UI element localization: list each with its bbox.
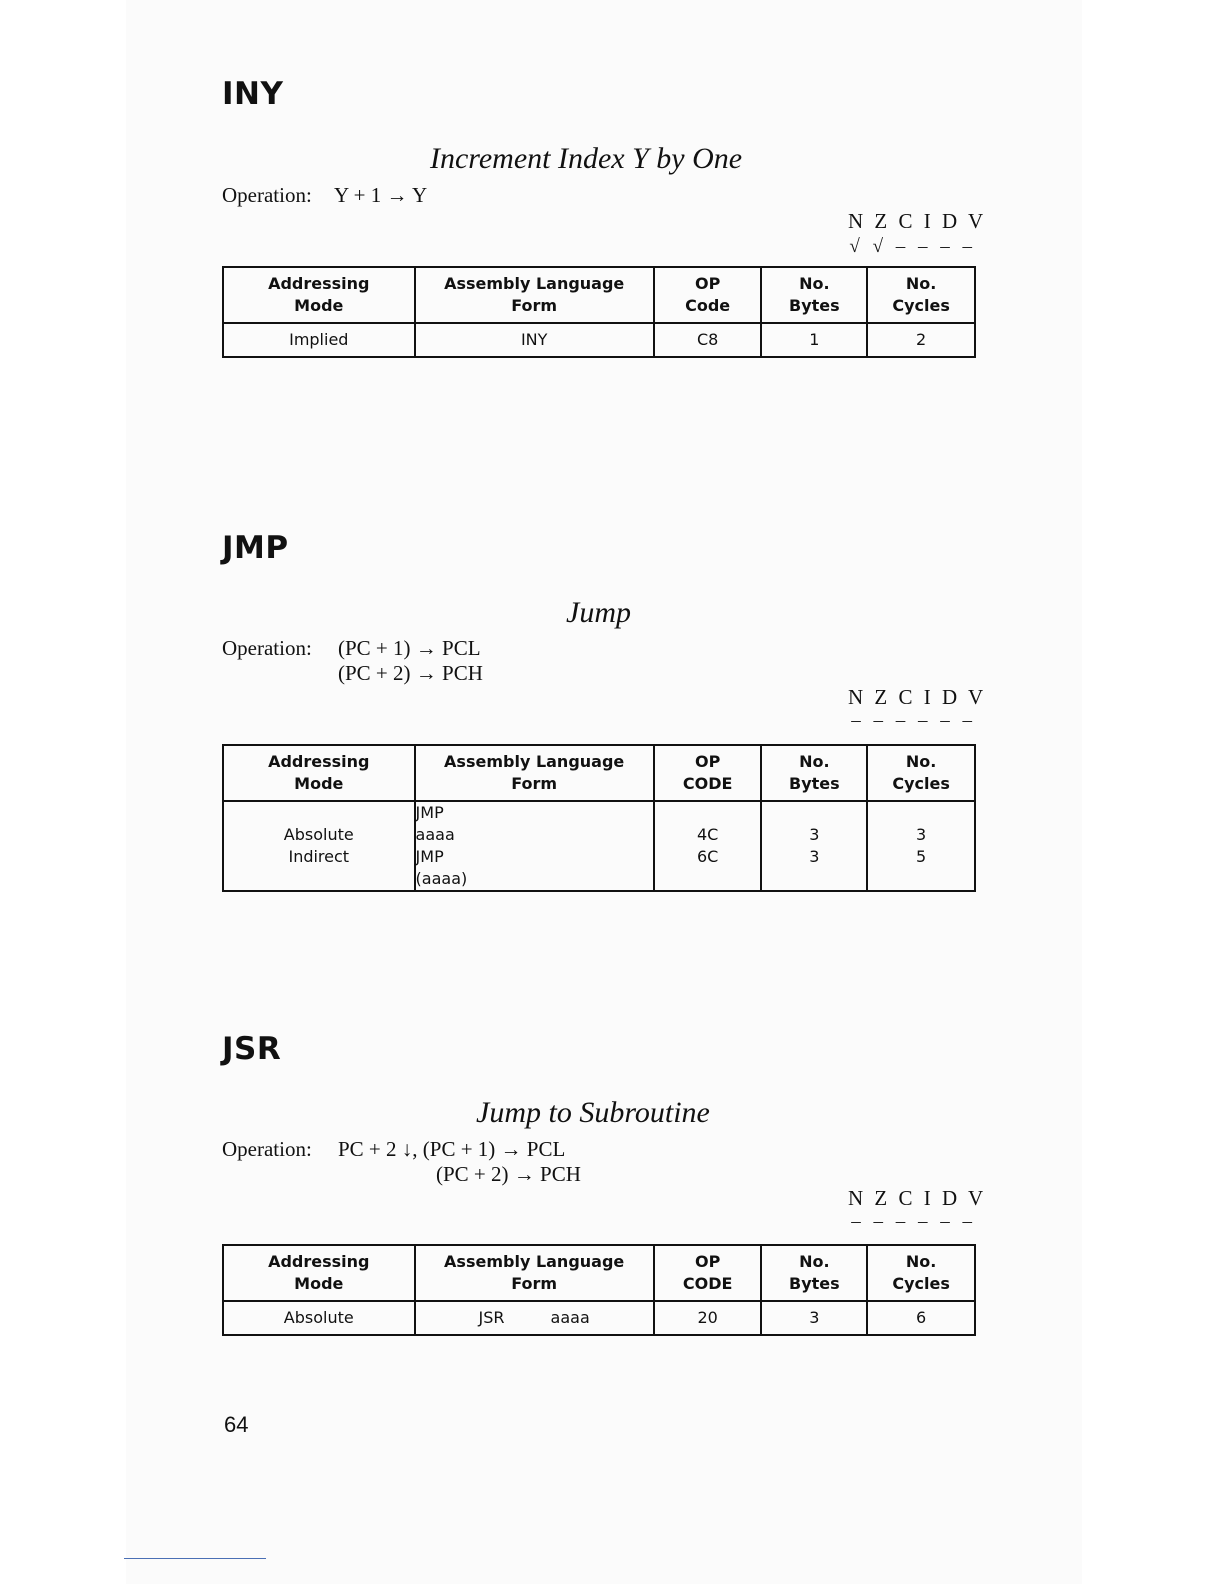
operation-line: Y + 1 → Y: [334, 183, 428, 207]
iny-section: [222, 76, 987, 366]
jsr-section: [222, 1031, 987, 1351]
assembly-form-cell: JMP aaaa JMP (aaaa): [415, 801, 654, 891]
assembly-form-cell: JSR aaaa: [415, 1301, 654, 1335]
instruction-heading: INY: [222, 76, 284, 112]
flags-header: N Z C I D V: [848, 685, 987, 709]
bytes-header: No. Bytes: [761, 267, 867, 323]
instruction-heading: JSR: [222, 1031, 282, 1067]
table-header-row: [223, 1245, 975, 1301]
table-row: [223, 801, 975, 891]
flags-header: N Z C I D V: [848, 209, 987, 233]
assembly-form-cell: INY: [415, 323, 654, 357]
operation-label: Operation:: [222, 636, 312, 660]
flags-header: N Z C I D V: [848, 1186, 987, 1210]
operation-line: (PC + 1) → PCL: [338, 636, 481, 660]
instruction-table: [222, 744, 976, 892]
addressing-mode-cell: Absolute: [223, 1301, 415, 1335]
operation-label: Operation:: [222, 1137, 312, 1161]
cycles-header: No. Cycles: [867, 745, 975, 801]
table-row: [223, 1301, 975, 1335]
page-number: 64: [224, 1412, 249, 1437]
operation-label: Operation:: [222, 183, 312, 207]
operation-line: PC + 2 ↓, (PC + 1) → PCL: [338, 1137, 566, 1161]
cycles-cell: 6: [867, 1301, 975, 1335]
instruction-title: Jump to Subroutine: [476, 1096, 710, 1129]
bytes-header: No. Bytes: [761, 1245, 867, 1301]
cycles-cell: 3 5: [867, 801, 975, 891]
opcode-header: OP CODE: [654, 745, 762, 801]
opcode-header: OP CODE: [654, 1245, 762, 1301]
cycles-header: No. Cycles: [867, 1245, 975, 1301]
assembly-form-header: Assembly Language Form: [415, 745, 654, 801]
opcode-header: OP Code: [654, 267, 762, 323]
assembly-form-header: Assembly Language Form: [415, 1245, 654, 1301]
instruction-title: Increment Index Y by One: [430, 142, 743, 175]
cycles-header: No. Cycles: [867, 267, 975, 323]
table-header-row: [223, 745, 975, 801]
bytes-cell: 3 3: [761, 801, 867, 891]
assembly-form-header: Assembly Language Form: [415, 267, 654, 323]
jmp-section: [222, 530, 987, 888]
opcode-cell: 20: [654, 1301, 762, 1335]
instruction-table: [222, 1244, 976, 1336]
addressing-mode-cell: Absolute Indirect: [223, 801, 415, 891]
flags-values: √ √ – – – –: [849, 236, 976, 257]
table-header-row: [223, 267, 975, 323]
footnote-rule: [124, 1558, 266, 1559]
addressing-mode-header: Addressing Mode: [223, 745, 415, 801]
instruction-title: Jump: [566, 596, 631, 629]
bytes-cell: 3: [761, 1301, 867, 1335]
addressing-mode-cell: Implied: [223, 323, 415, 357]
bytes-cell: 1: [761, 323, 867, 357]
flags-values: – – – – – –: [851, 1211, 976, 1232]
flags-values: – – – – – –: [851, 710, 976, 731]
addressing-mode-header: Addressing Mode: [223, 1245, 415, 1301]
instruction-heading: JMP: [222, 530, 289, 566]
operation-line: (PC + 2) → PCH: [338, 661, 483, 685]
operation-line: (PC + 2) → PCH: [436, 1162, 581, 1186]
addressing-mode-header: Addressing Mode: [223, 267, 415, 323]
table-row: [223, 323, 975, 357]
cycles-cell: 2: [867, 323, 975, 357]
bytes-header: No. Bytes: [761, 745, 867, 801]
instruction-table: [222, 266, 976, 358]
opcode-cell: 4C 6C: [654, 801, 762, 891]
opcode-cell: C8: [654, 323, 762, 357]
